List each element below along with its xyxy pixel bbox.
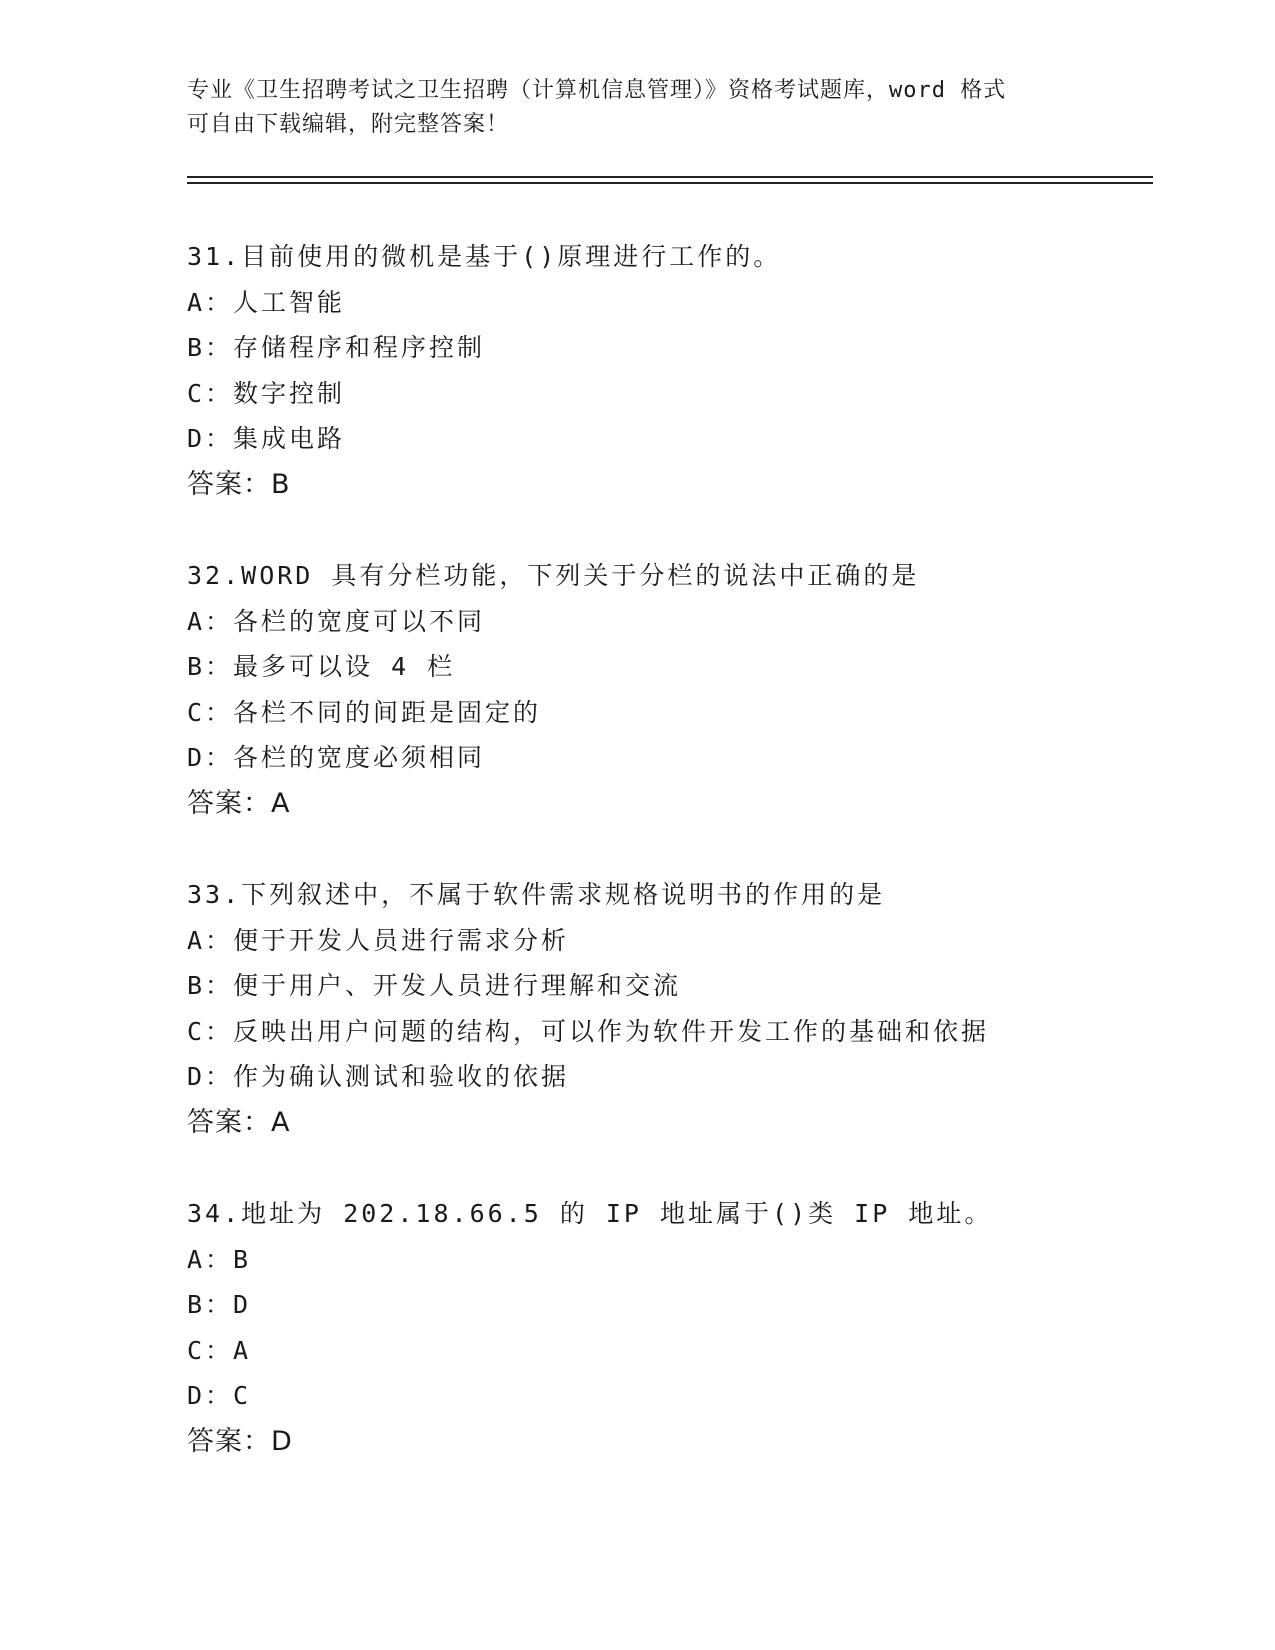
option-a: A：便于开发人员进行需求分析 (187, 925, 570, 955)
option-d: D：C (187, 1381, 252, 1411)
option-d: D：集成电路 (187, 424, 346, 454)
header-divider-bottom (187, 182, 1153, 184)
option-b: B：D (187, 1290, 252, 1320)
question-stem: 32.WORD 具有分栏功能，下列关于分栏的说法中正确的是 (187, 561, 920, 590)
option-c: C：数字控制 (187, 378, 346, 408)
question-34 (187, 1191, 1167, 1465)
option-d: D：作为确认测试和验收的依据 (187, 1062, 570, 1092)
option-a: A：人工智能 (187, 287, 346, 317)
option-c: C：A (187, 1335, 252, 1365)
header-line-1: 专业《卫生招聘考试之卫生招聘（计算机信息管理）》资格考试题库，word 格式 (187, 78, 1007, 103)
question-31 (187, 234, 1167, 508)
option-d: D：各栏的宽度必须相同 (187, 743, 486, 773)
option-b: B：便于用户、开发人员进行理解和交流 (187, 971, 682, 1001)
answer-line: 答案：A (187, 787, 291, 819)
question-stem: 31.目前使用的微机是基于()原理进行工作的。 (187, 242, 782, 271)
question-stem: 33.下列叙述中，不属于软件需求规格说明书的作用的是 (187, 880, 886, 909)
answer-line: 答案：D (187, 1425, 293, 1457)
option-b: B：最多可以设 4 栏 (187, 652, 456, 682)
option-c: C：各栏不同的间距是固定的 (187, 697, 542, 727)
question-33 (187, 872, 1167, 1146)
answer-line: 答案：B (187, 468, 291, 500)
option-a: A：各栏的宽度可以不同 (187, 606, 486, 636)
answer-line: 答案：A (187, 1106, 291, 1138)
header-divider-top (187, 176, 1153, 178)
header-line-2: 可自由下载编辑，附完整答案！ (187, 112, 510, 137)
option-a: A：B (187, 1244, 252, 1274)
question-stem: 34.地址为 202.18.66.5 的 IP 地址属于()类 IP 地址。 (187, 1199, 993, 1228)
option-c: C：反映出用户问题的结构，可以作为软件开发工作的基础和依据 (187, 1016, 990, 1046)
document-header (187, 74, 1087, 142)
option-b: B：存储程序和程序控制 (187, 333, 486, 363)
question-32 (187, 553, 1167, 827)
